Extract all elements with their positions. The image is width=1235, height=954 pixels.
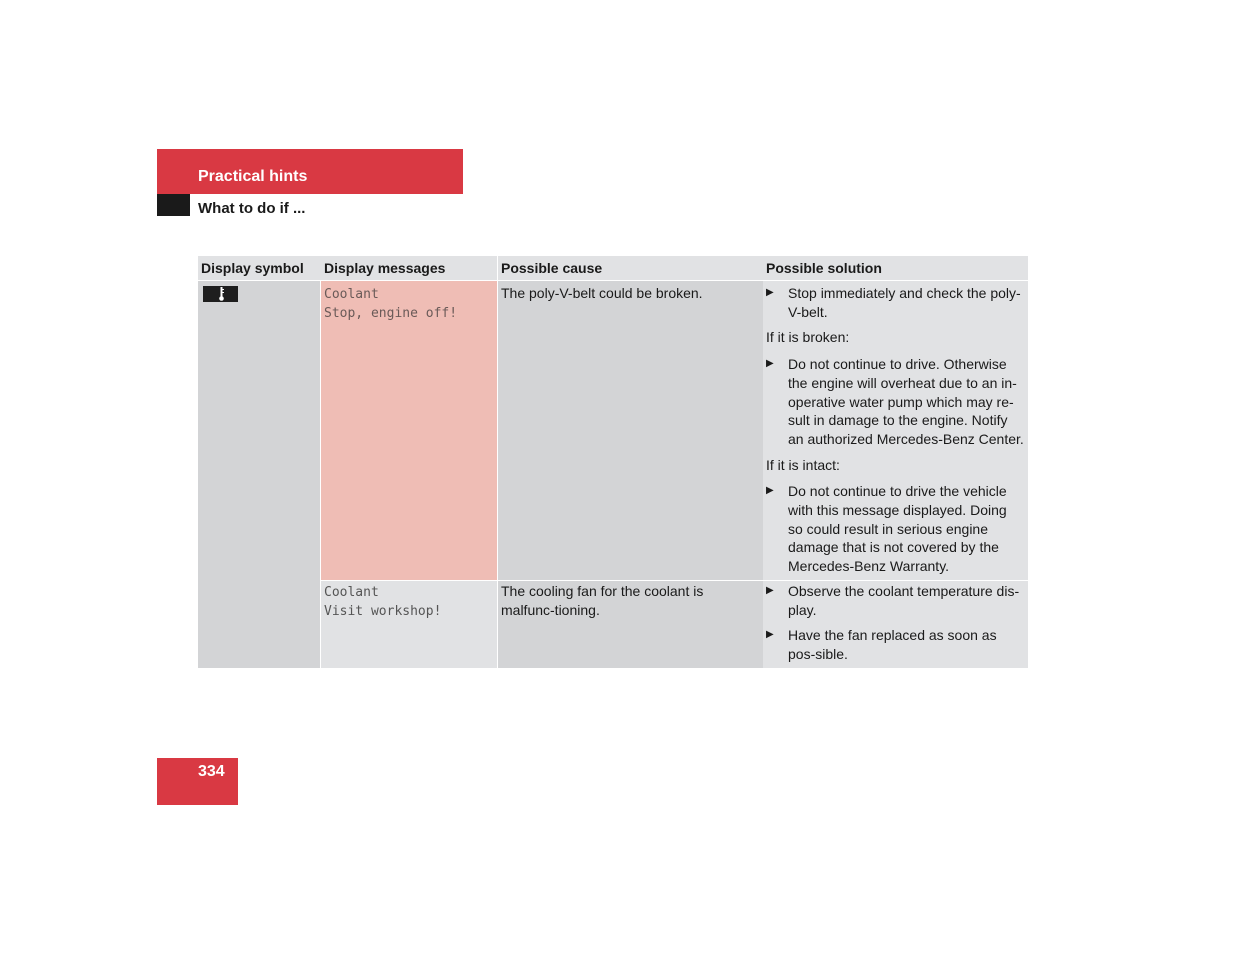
display-message-cell: [321, 581, 497, 668]
page-number: 334: [198, 763, 225, 780]
solution-condition: If it is intact:: [766, 456, 840, 473]
section-title: Practical hints: [198, 168, 308, 185]
solution-step: ▶ Have the fan replaced as soon as pos-sible.: [766, 626, 1025, 663]
subsection-title: What to do if ...: [198, 200, 306, 217]
possible-solution-cell: [763, 581, 1028, 668]
thermometer-icon: [219, 287, 224, 301]
column-header-possible-solution: Possible solution: [763, 256, 1028, 280]
coolant-temperature-icon: [203, 286, 238, 302]
column-header-display-messages: Display messages: [321, 256, 497, 280]
message-line: Stop, engine off!: [324, 306, 458, 321]
message-line: Visit workshop!: [324, 604, 442, 619]
cause-text: The cooling fan for the coolant is malfunc-tioning.: [501, 583, 704, 618]
solution-step: ▶ Observe the coolant temperature dis-play.: [766, 582, 1025, 619]
possible-cause-cell: [498, 581, 763, 668]
solution-step: ▶ Do not continue to drive. Otherwise the engine will overheat due to an in-operative water pump which may re-sult in damage to the engine. Notify an authorized Mercedes-Benz Center.: [766, 355, 1025, 449]
message-line: Coolant: [324, 287, 379, 302]
message-line: Coolant: [324, 585, 379, 600]
column-header-possible-cause: Possible cause: [498, 256, 763, 280]
solution-step: ▶ Stop immediately and check the poly-V-belt.: [766, 284, 1025, 321]
possible-solution-cell: [763, 281, 1028, 580]
possible-cause-cell: [498, 281, 763, 580]
solution-step: ▶ Do not continue to drive the vehicle with this message displayed. Doing so could result in serious engine damage that is not covered by the Mercedes-Benz Warranty.: [766, 482, 1025, 576]
column-header-display-symbol: Display symbol: [198, 256, 321, 280]
display-message-cell: [321, 281, 497, 580]
display-symbol-cell: [198, 281, 320, 668]
subsection-marker: [157, 194, 190, 216]
solution-condition: If it is broken:: [766, 329, 850, 346]
cause-text: The poly-V-belt could be broken.: [501, 285, 703, 301]
